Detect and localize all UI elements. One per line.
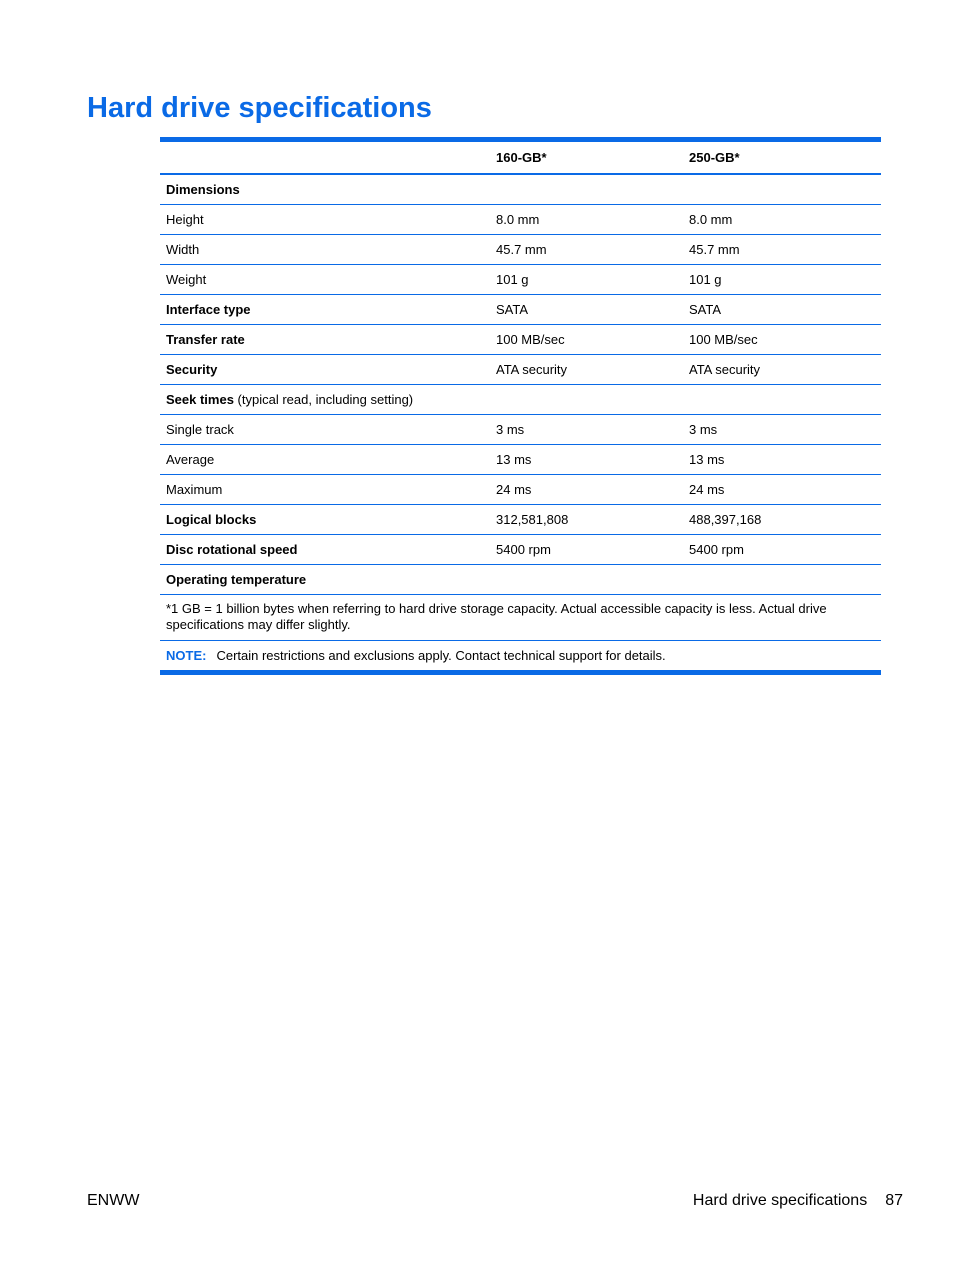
note-label: NOTE: xyxy=(166,648,207,663)
table-row xyxy=(160,505,881,535)
value-160gb: ATA security xyxy=(490,355,683,385)
column-header-250gb: 250-GB* xyxy=(683,140,881,175)
value-250gb: SATA xyxy=(683,295,881,325)
footer-right xyxy=(693,1190,903,1212)
row-label-suffix: (typical read, including setting) xyxy=(233,392,414,407)
column-header-label xyxy=(160,140,490,175)
value-160gb xyxy=(490,565,683,595)
value-250gb: 24 ms xyxy=(683,475,881,505)
value-250gb: 488,397,168 xyxy=(683,505,881,535)
row-label-cell xyxy=(160,355,490,385)
row-label-cell xyxy=(160,505,490,535)
table-row xyxy=(160,415,881,445)
value-160gb xyxy=(490,174,683,205)
row-label-cell xyxy=(160,565,490,595)
value-160gb: 312,581,808 xyxy=(490,505,683,535)
value-160gb: 13 ms xyxy=(490,445,683,475)
value-160gb: 8.0 mm xyxy=(490,205,683,235)
row-label-cell xyxy=(160,445,490,475)
row-label: Interface type xyxy=(166,302,251,317)
row-label: Weight xyxy=(166,272,207,287)
row-label: Disc rotational speed xyxy=(166,542,298,557)
row-label: Seek times xyxy=(166,392,234,407)
row-label-cell xyxy=(160,205,490,235)
table-body xyxy=(160,174,881,595)
table-row xyxy=(160,355,881,385)
value-250gb xyxy=(683,385,881,415)
value-160gb: 5400 rpm xyxy=(490,535,683,565)
row-label: Logical blocks xyxy=(166,512,257,527)
value-250gb xyxy=(683,565,881,595)
row-label: Single track xyxy=(166,422,234,437)
value-160gb: 101 g xyxy=(490,265,683,295)
row-label: Average xyxy=(166,452,215,467)
column-header-160gb: 160-GB* xyxy=(490,140,683,175)
value-250gb xyxy=(683,174,881,205)
note-cell xyxy=(160,641,881,673)
value-160gb xyxy=(490,385,683,415)
value-160gb: 3 ms xyxy=(490,415,683,445)
value-250gb: ATA security xyxy=(683,355,881,385)
value-160gb: 45.7 mm xyxy=(490,235,683,265)
row-label-cell xyxy=(160,385,490,415)
footnote-text: *1 GB = 1 billion bytes when referring to hard drive storage capacity. Actual accessible capacity is less. Actual drive specifications may differ slightly. xyxy=(160,595,881,641)
row-label-cell xyxy=(160,325,490,355)
page-number: 87 xyxy=(885,1192,903,1209)
row-label-cell xyxy=(160,174,490,205)
row-label: Width xyxy=(166,242,200,257)
table-row xyxy=(160,205,881,235)
value-250gb: 13 ms xyxy=(683,445,881,475)
row-label-cell xyxy=(160,535,490,565)
row-label: Dimensions xyxy=(166,182,240,197)
value-160gb: 100 MB/sec xyxy=(490,325,683,355)
row-label: Maximum xyxy=(166,482,223,497)
table-header-row xyxy=(160,140,881,175)
row-label-cell xyxy=(160,475,490,505)
value-250gb: 100 MB/sec xyxy=(683,325,881,355)
table-row xyxy=(160,535,881,565)
page-title: Hard drive specifications xyxy=(87,92,432,124)
row-label: Transfer rate xyxy=(166,332,245,347)
row-label: Operating temperature xyxy=(166,572,307,587)
value-250gb: 3 ms xyxy=(683,415,881,445)
footer-section-title: Hard drive specifications xyxy=(692,1192,868,1209)
footnote-row xyxy=(160,595,881,641)
value-250gb: 45.7 mm xyxy=(683,235,881,265)
table-row xyxy=(160,265,881,295)
row-label-cell xyxy=(160,265,490,295)
table-row xyxy=(160,174,881,205)
value-160gb: 24 ms xyxy=(490,475,683,505)
table-row xyxy=(160,475,881,505)
table-row xyxy=(160,235,881,265)
note-row xyxy=(160,641,881,673)
value-160gb: SATA xyxy=(490,295,683,325)
value-250gb: 5400 rpm xyxy=(683,535,881,565)
table-row xyxy=(160,385,881,415)
row-label: Height xyxy=(166,212,204,227)
row-label: Security xyxy=(166,362,218,377)
row-label-cell xyxy=(160,415,490,445)
table-row xyxy=(160,565,881,595)
specifications-table xyxy=(160,137,881,675)
row-label-cell xyxy=(160,295,490,325)
note-text: Certain restrictions and exclusions apply. Contact technical support for details. xyxy=(216,648,666,663)
table-row xyxy=(160,445,881,475)
value-250gb: 8.0 mm xyxy=(683,205,881,235)
footer-left: ENWW xyxy=(87,1192,140,1209)
table-row xyxy=(160,295,881,325)
value-250gb: 101 g xyxy=(683,265,881,295)
table-row xyxy=(160,325,881,355)
row-label-cell xyxy=(160,235,490,265)
